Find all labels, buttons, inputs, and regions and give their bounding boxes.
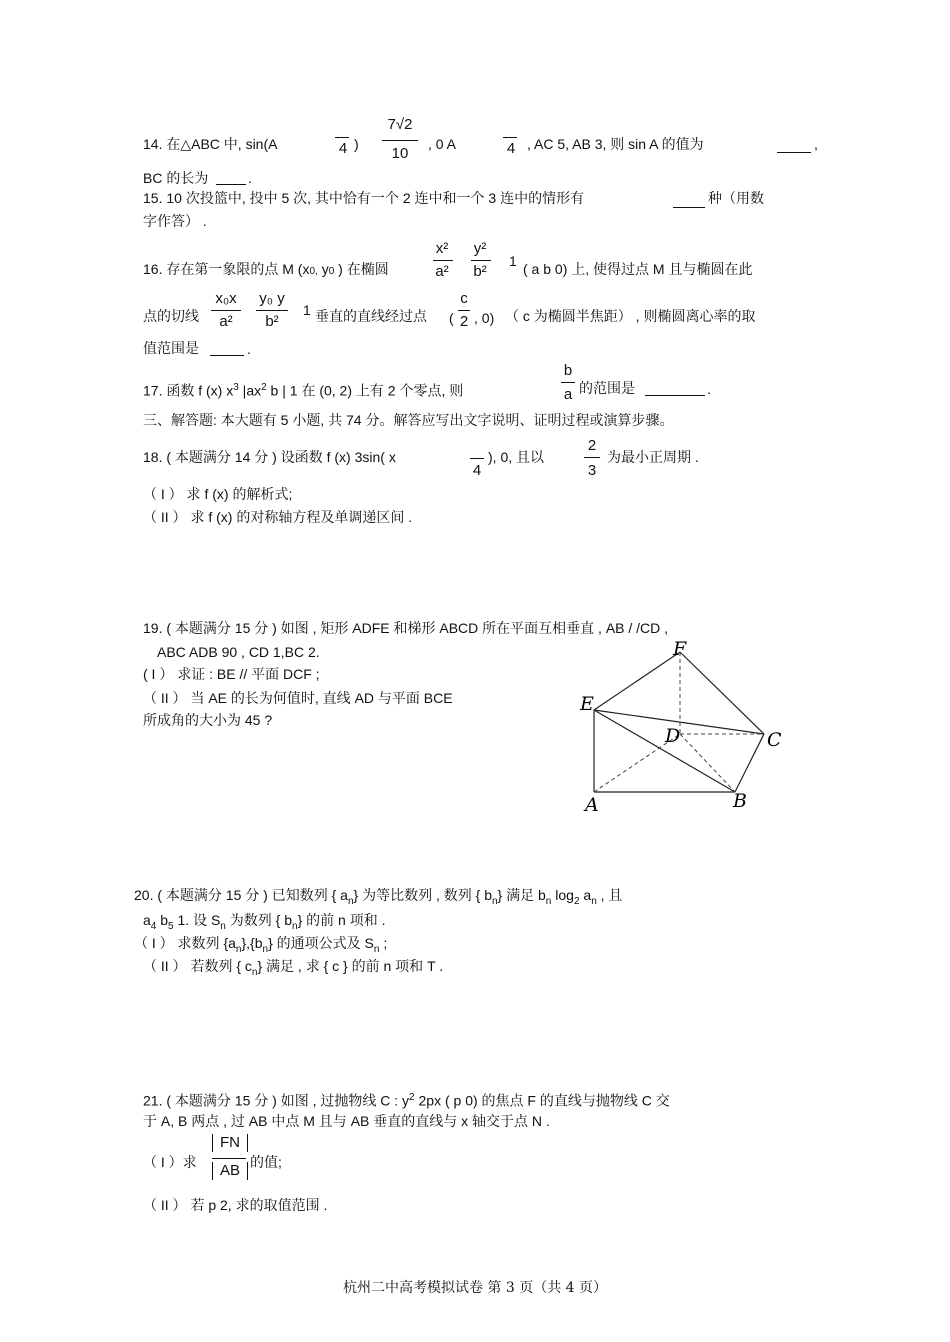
p16-pt: , 0)	[474, 310, 495, 326]
p20-n4: n	[591, 895, 597, 907]
p20-l3d: ;	[379, 935, 388, 951]
p20-l1d: log	[551, 887, 574, 903]
edge-EB	[594, 710, 735, 792]
p20-n8: n	[262, 943, 269, 955]
p16-f4-num: y₀ y	[259, 290, 285, 307]
p20-l4a: （ II ） 若数列 { c	[143, 958, 252, 974]
p14-frac2-bar	[382, 140, 418, 141]
p17-a: 17. 函数 f (x) x	[143, 382, 234, 399]
p16-line2b: 垂直的直线经过点	[315, 308, 427, 324]
p16-lp: (	[449, 310, 454, 326]
p20-l1b: } 为等比数列 , 数列 { b	[353, 887, 492, 903]
p20-n7: n	[235, 943, 242, 955]
p20-s5: 5	[168, 920, 174, 932]
p17-sup2: 2	[261, 382, 267, 393]
p20-n1: n	[347, 895, 354, 907]
p16-f3-num: x₀x	[215, 290, 237, 307]
p16-period: .	[247, 341, 251, 357]
p16-f2-bar	[471, 260, 491, 261]
p21-q1: （ I ）求	[143, 1154, 197, 1170]
p16-line2a: 点的切线	[143, 308, 199, 324]
p20-l3	[134, 935, 387, 958]
p18-c: 为最小正周期 .	[607, 449, 699, 465]
p16-c: ) 在椭圆	[334, 261, 389, 277]
edge-BC	[735, 734, 764, 792]
p14-frac2-den: 10	[391, 145, 409, 162]
p16-f1-den: a²	[435, 263, 449, 280]
p16-f3-den: a²	[219, 313, 233, 330]
p14-period: .	[248, 170, 252, 186]
p20-l2c: 1. 设 S	[173, 912, 221, 928]
p16-b: y	[317, 261, 329, 277]
p20-two: 2	[573, 895, 580, 907]
edge-EF	[594, 652, 680, 710]
p18-f2-den: 3	[587, 462, 597, 479]
p16-line2c: （ c 为椭圆半焦距） , 则椭圆离心率的取	[505, 308, 756, 324]
p14-frac3-den: 4	[506, 140, 516, 157]
p20-l2	[143, 912, 385, 935]
p14-line2: BC 的长为	[143, 170, 209, 186]
label-A: A	[585, 794, 599, 816]
p16-line1	[143, 261, 389, 280]
p19-l4: （ II ） 当 AE 的长为何值时, 直线 AD 与平面 BCE	[143, 690, 453, 706]
p16-f5-den: 2	[459, 313, 469, 330]
p20-s4: 4	[150, 920, 157, 932]
p21-l2: 于 A, B 两点 , 过 AB 中点 M 且与 AB 垂直的直线与 x 轴交于点 N .	[143, 1113, 550, 1129]
p21-l1b: 2px ( p 0) 的焦点 F 的直线与抛物线 C 交	[414, 1092, 670, 1109]
p16-f1-bar	[433, 260, 453, 261]
p16-f2-den: b²	[473, 263, 487, 280]
section3-heading: 三、解答题: 本大题有 5 小题, 共 74 分。解答应写出文字说明、证明过程或演算步骤。	[143, 412, 674, 428]
p20-l1c: } 满足 b	[497, 887, 546, 903]
p20-l2e: } 的前 n 项和 .	[297, 912, 386, 928]
p20-l2b: b	[156, 912, 169, 928]
p20-n10: n	[251, 966, 258, 978]
p18-f-bar	[470, 458, 484, 459]
p20-n2: n	[491, 895, 498, 907]
p21-l1a: 21. ( 本题满分 15 分 ) 如图 , 过抛物线 C : y	[143, 1092, 410, 1109]
p20-n5: n	[220, 920, 226, 932]
p16-f2-num: y²	[473, 240, 487, 257]
p15-tail: 种（用数	[708, 190, 764, 206]
p14-frac1-den: 4	[338, 140, 348, 157]
p14-tail: , AC 5, AB 3, 则 sin A 的值为	[527, 136, 704, 152]
label-C: C	[767, 729, 782, 751]
p17-f-num: b	[563, 362, 573, 379]
p14-line1: 14. 在△ABC 中, sin(A	[143, 136, 278, 152]
p16-line3: 值范围是	[143, 340, 199, 356]
p18-f2-bar	[584, 457, 600, 458]
p20-n3: n	[545, 895, 552, 907]
p19-l3: ( I ） 求证 : BE // 平面 DCF ;	[143, 666, 320, 682]
p14-frac2-num: 7√2	[387, 116, 413, 133]
p16-f4-den: b²	[265, 313, 279, 330]
p14-frac1-bar	[335, 137, 349, 138]
p20-l2d: 为数列 { b	[225, 912, 292, 928]
p17-f-den: a	[563, 386, 573, 403]
p16-sub1: 0	[328, 266, 335, 277]
p16-one: 1	[509, 253, 517, 269]
p20-l1a: 20. ( 本题满分 15 分 ) 已知数列 { a	[134, 887, 348, 903]
p21-sup: 2	[409, 1092, 415, 1103]
p16-f5-num: c	[460, 290, 468, 307]
p19-l1: 19. ( 本题满分 15 分 ) 如图 , 矩形 ADFE 和梯形 ABCD 所在平面互相垂直 , AB / /CD ,	[143, 620, 669, 636]
p19-l5: 所成角的大小为 45 ?	[143, 712, 273, 728]
p19-geometry-figure	[570, 630, 790, 820]
p15-line1: 15. 10 次投篮中, 投中 5 次, 其中恰有一个 2 连中和一个 3 连中的情形有	[143, 190, 585, 206]
p14-frac3-bar	[503, 137, 517, 138]
p16-blank	[210, 341, 244, 356]
p16-a: 16. 存在第一象限的点 M (x	[143, 261, 310, 277]
edge-FC	[680, 652, 764, 734]
p21-q2: （ II ） 若 p 2, 求的取值范围 .	[143, 1197, 328, 1213]
p20-n9: n	[373, 943, 380, 955]
page-footer: 杭州二中高考模拟试卷 第 3 页（共 4 页）	[342, 1280, 608, 1296]
p20-l3c: } 的通项公式及 S	[268, 935, 374, 951]
p21-f-den: AB	[212, 1162, 248, 1180]
p14-mid: , 0 A	[428, 136, 457, 152]
p20-l1f: , 且	[596, 887, 623, 903]
p18-a: 18. ( 本题满分 14 分 ) 设函数 f (x) 3sin( x	[143, 449, 396, 465]
p17-line	[143, 380, 463, 399]
p17-b: |ax	[238, 382, 262, 399]
p21-l1	[143, 1090, 670, 1109]
p15-blank	[673, 193, 705, 208]
p18-b: ), 0, 且以	[488, 449, 545, 465]
p20-n6: n	[292, 920, 298, 932]
label-E: E	[580, 693, 594, 715]
p17-f-bar	[561, 382, 575, 383]
p15-line2: 字作答） .	[143, 213, 207, 229]
p21-f-bar	[212, 1158, 246, 1159]
p16-f1-num: x²	[435, 240, 449, 257]
p17-blank	[645, 381, 705, 396]
p20-l2a: a	[143, 912, 151, 928]
p16-one2: 1	[303, 302, 311, 318]
p20-l1	[134, 887, 622, 910]
p21-f-num: FN	[212, 1134, 248, 1152]
p20-l4b: } 满足 , 求 { c } 的前 n 项和 T .	[257, 958, 444, 974]
p20-l4	[143, 958, 443, 981]
p14-comma: ,	[814, 136, 818, 152]
label-F: F	[673, 638, 687, 660]
p14-blank-1	[777, 138, 811, 153]
p18-q1: （ I ） 求 f (x) 的解析式;	[143, 486, 293, 502]
p16-sub0: 0,	[309, 266, 318, 277]
p17-d: 的范围是	[579, 380, 635, 396]
p17-sup: 3	[233, 382, 239, 393]
p14-close: )	[354, 136, 359, 152]
p16-cond: ( a b 0) 上, 使得过点 M 且与椭圆在此	[523, 261, 753, 277]
p14-blank-2	[216, 170, 246, 185]
p18-f2-num: 2	[587, 437, 597, 454]
p20-l3b: },{b	[241, 935, 263, 951]
p20-l3a: （ I ） 求数列 {a	[134, 935, 236, 951]
p16-f3-bar	[211, 310, 241, 311]
p21-q1b: 的值;	[250, 1154, 282, 1170]
p17-c: b | 1 在 (0, 2) 上有 2 个零点, 则	[266, 382, 464, 399]
label-D: D	[665, 725, 681, 747]
p18-f-den: 4	[472, 462, 482, 479]
p16-f4-bar	[256, 310, 288, 311]
p17-period: .	[707, 381, 711, 397]
p16-f5-bar	[458, 310, 470, 311]
p20-l1e: a	[579, 887, 592, 903]
label-B: B	[733, 790, 747, 812]
p18-q2: （ II ） 求 f (x) 的对称轴方程及单调递区间 .	[143, 509, 413, 525]
edge-DB	[680, 734, 735, 792]
p19-l2: ABC ADB 90 , CD 1,BC 2.	[157, 644, 320, 660]
